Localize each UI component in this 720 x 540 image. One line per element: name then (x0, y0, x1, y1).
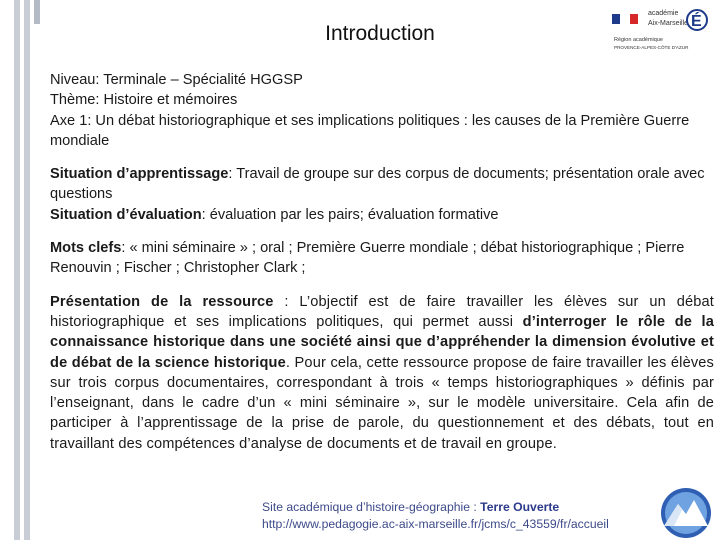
mots-clefs-text: : « mini séminaire » ; oral ; Première Guerre mondiale ; débat historiographique ; Pierre Renouvin ; Fischer ; Christopher Clark ; (50, 240, 685, 277)
presentation-text1: : L’objectif est de faire travailler les élèves sur un débat historiographique et ses implications politiques, qui permet aussi (50, 293, 715, 330)
situation-evaluation-label: Situation d’évaluation (50, 206, 202, 223)
mots-clefs-label: Mots clefs (50, 240, 122, 257)
footer-site-name: Terre Ouverte (480, 500, 560, 514)
situation-apprentissage (50, 164, 714, 205)
logo-line2: Aix-Marseille (648, 20, 689, 27)
main-content (50, 70, 714, 454)
niveau-line: Niveau: Terminale – Spécialité HGGSP (50, 72, 303, 88)
theme-line: Thème: Histoire et mémoires (50, 92, 238, 109)
situation-evaluation (50, 205, 714, 225)
logo-letter: É (691, 13, 702, 30)
decor-bar-3 (34, 0, 40, 24)
situation-apprentissage-label: Situation d’apprentissage (50, 166, 229, 183)
page-title: Introduction (325, 22, 435, 45)
decor-bar-2 (24, 0, 30, 540)
presentation-text3: . Pour cela, cette ressource propose de faire travailler les élèves sur trois corpus documentaires, correspondant à trois « temps historiographiques » définis par l’enseignant, dans le cadre d’un « mini séminaire », sur le modèle universitaire. Cela afin de participer à l’apprentissage de la prise de parole, du questionnement et des débats, tout en travaillant des compétences d’analyse de documents et de travail en groupe. (50, 354, 714, 452)
logo-line1: académie (648, 10, 679, 17)
situation-apprentissage-text: : Travail de groupe sur des corpus de documents; présentation orale avec questions (50, 166, 705, 203)
footer (262, 499, 609, 533)
axe-line: Axe 1: Un débat historiographique et ses implications politiques : les causes de la Première Guerre mondiale (50, 112, 690, 149)
footer-site-prefix: Site académique d’histoire-géographie : (262, 500, 481, 514)
situation-evaluation-text: : évaluation par les pairs; évaluation formative (201, 206, 499, 223)
presentation-label: Présentation de la ressource (50, 293, 274, 310)
presentation (50, 292, 714, 454)
mountain-logo-icon (656, 486, 716, 540)
academie-logo (612, 4, 710, 52)
logo-line4: PROVENCE-ALPES-CÔTE D'AZUR (614, 45, 689, 50)
flag-white (620, 14, 630, 24)
flag-red (630, 14, 638, 24)
presentation-bold: d’interroger le rôle de la connaissance historique dans une société ainsi que d’appréhender la dimension évolutive et de débat de la science historique (50, 313, 715, 371)
logo-line3: Région académique (614, 37, 663, 43)
footer-url[interactable]: http://www.pedagogie.ac-aix-marseille.fr/jcms/c_43559/fr/accueil (262, 517, 609, 531)
decor-bar-1 (14, 0, 20, 540)
footer-site (262, 499, 609, 516)
mots-clefs (50, 238, 714, 279)
